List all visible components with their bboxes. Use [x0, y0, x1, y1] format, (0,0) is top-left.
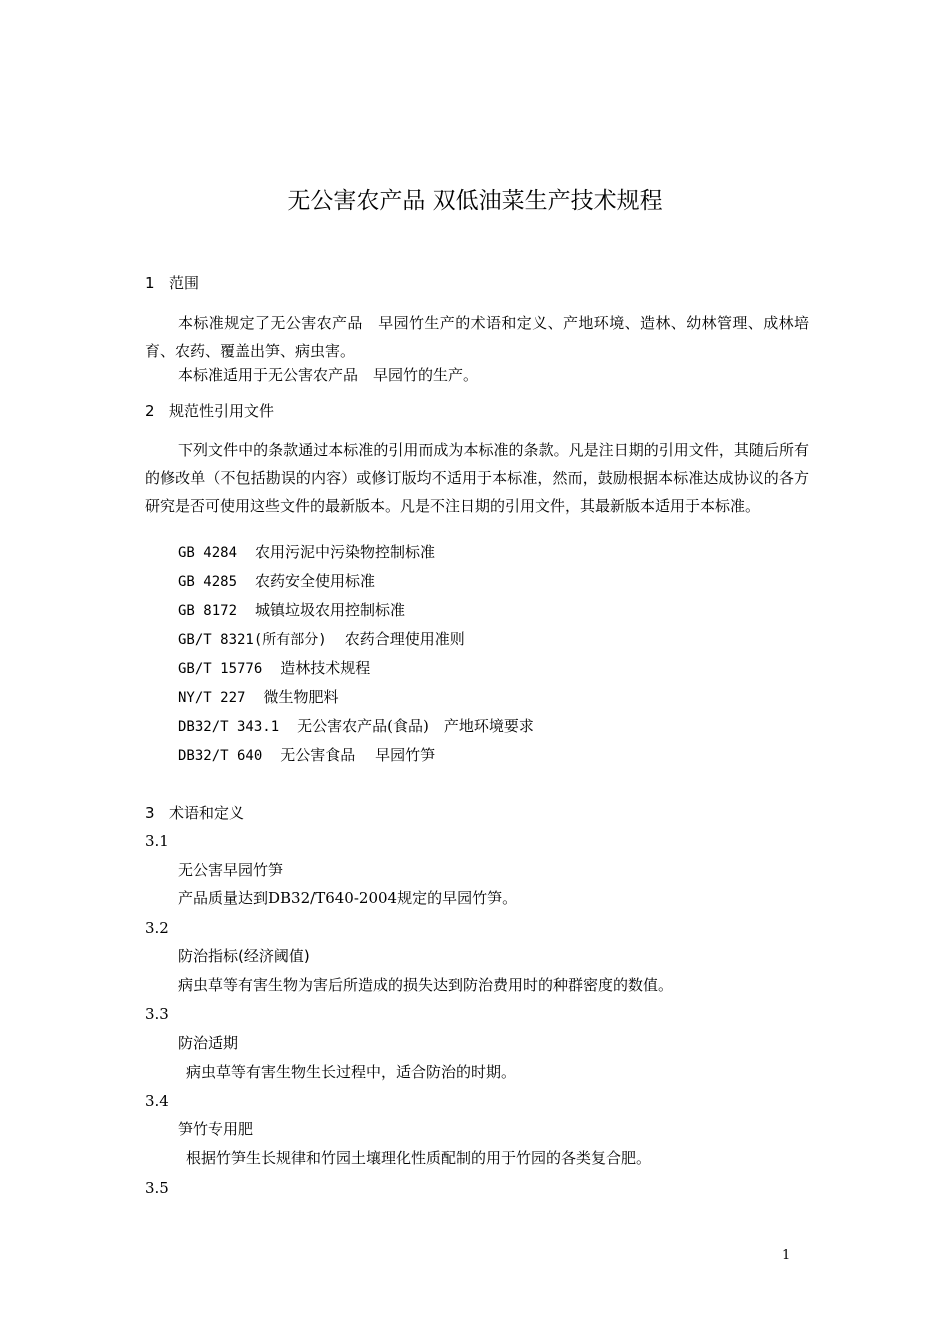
section-3-heading	[145, 803, 244, 823]
reference-title: 造林技术规程	[280, 659, 371, 677]
section-1-number: 1	[145, 274, 155, 292]
section-1-paragraph-1: 本标准规定了无公害农产品 早园竹生产的术语和定义、产地环境、造林、幼林管理、成林培育、农药、覆盖出笋、病虫害。	[145, 314, 809, 360]
clause-number: 3.3	[145, 1005, 169, 1023]
term-title: 防治适期	[178, 1034, 239, 1052]
section-3-title: 术语和定义	[169, 804, 245, 822]
reference-item	[178, 600, 405, 621]
section-2-heading	[145, 401, 274, 421]
reference-item	[178, 687, 338, 708]
section-1-heading	[145, 273, 199, 293]
term-definition: 根据竹笋生长规律和竹园土壤理化性质配制的用于竹园的各类复合肥。	[186, 1149, 652, 1167]
section-3-number: 3	[145, 804, 155, 822]
term-definition: 产品质量达到DB32/T640-2004规定的早园竹笋。	[178, 889, 518, 907]
page-number: 1	[782, 1248, 791, 1263]
reference-item	[178, 629, 465, 650]
reference-item	[178, 542, 435, 563]
reference-code: DB32/T 640	[178, 748, 263, 764]
reference-title: 微生物肥料	[263, 688, 339, 706]
section-2-title: 规范性引用文件	[169, 402, 275, 420]
reference-title: 农用污泥中污染物控制标准	[255, 543, 436, 561]
reference-title: 农药安全使用标准	[255, 572, 376, 590]
term-title: 无公害早园竹笋	[178, 861, 284, 879]
reference-code: NY/T 227	[178, 690, 246, 706]
term-definition: 病虫草等有害生物为害后所造成的损失达到防治费用时的种群密度的数值。	[178, 976, 674, 994]
term-title: 笋竹专用肥	[178, 1120, 254, 1138]
term-definition: 病虫草等有害生物生长过程中，适合防治的时期。	[186, 1063, 517, 1081]
reference-title: 农药合理使用准则	[344, 630, 465, 648]
reference-title: 无公害食品 早园竹笋	[280, 746, 436, 764]
section-1-title: 范围	[169, 274, 200, 292]
reference-item	[178, 745, 435, 766]
clause-number: 3.4	[145, 1092, 169, 1110]
reference-title: 城镇垃圾农用控制标准	[255, 601, 406, 619]
clause-number: 3.1	[145, 832, 169, 850]
reference-code: GB 4284	[178, 545, 238, 561]
section-2-number: 2	[145, 402, 155, 420]
reference-code: GB 8172	[178, 603, 238, 619]
term-title: 防治指标(经济阈值)	[178, 947, 310, 965]
reference-code: GB/T 15776	[178, 661, 263, 677]
section-1-paragraph-2: 本标准适用于无公害农产品 早园竹的生产。	[178, 366, 479, 384]
section-2-paragraph: 下列文件中的条款通过本标准的引用而成为本标准的条款。凡是注日期的引用文件，其随后所有的修改单（不包括勘误的内容）或修订版均不适用于本标准，然而，鼓励根据本标准达成协议的各方研究是否可使用这些文件的最新版本。凡是不注日期的引用文件，其最新版本适用于本标准。	[145, 441, 809, 515]
clause-number: 3.5	[145, 1179, 169, 1197]
reference-item	[178, 658, 370, 679]
reference-title: 无公害农产品(食品) 产地环境要求	[297, 717, 534, 735]
reference-code: GB/T 8321(所有部分)	[178, 632, 327, 648]
reference-code: DB32/T 343.1	[178, 719, 280, 735]
clause-number: 3.2	[145, 919, 169, 937]
reference-code: GB 4285	[178, 574, 238, 590]
reference-item	[178, 716, 534, 737]
page-title: 无公害农产品 双低油菜生产技术规程	[287, 188, 663, 214]
reference-item	[178, 571, 375, 592]
